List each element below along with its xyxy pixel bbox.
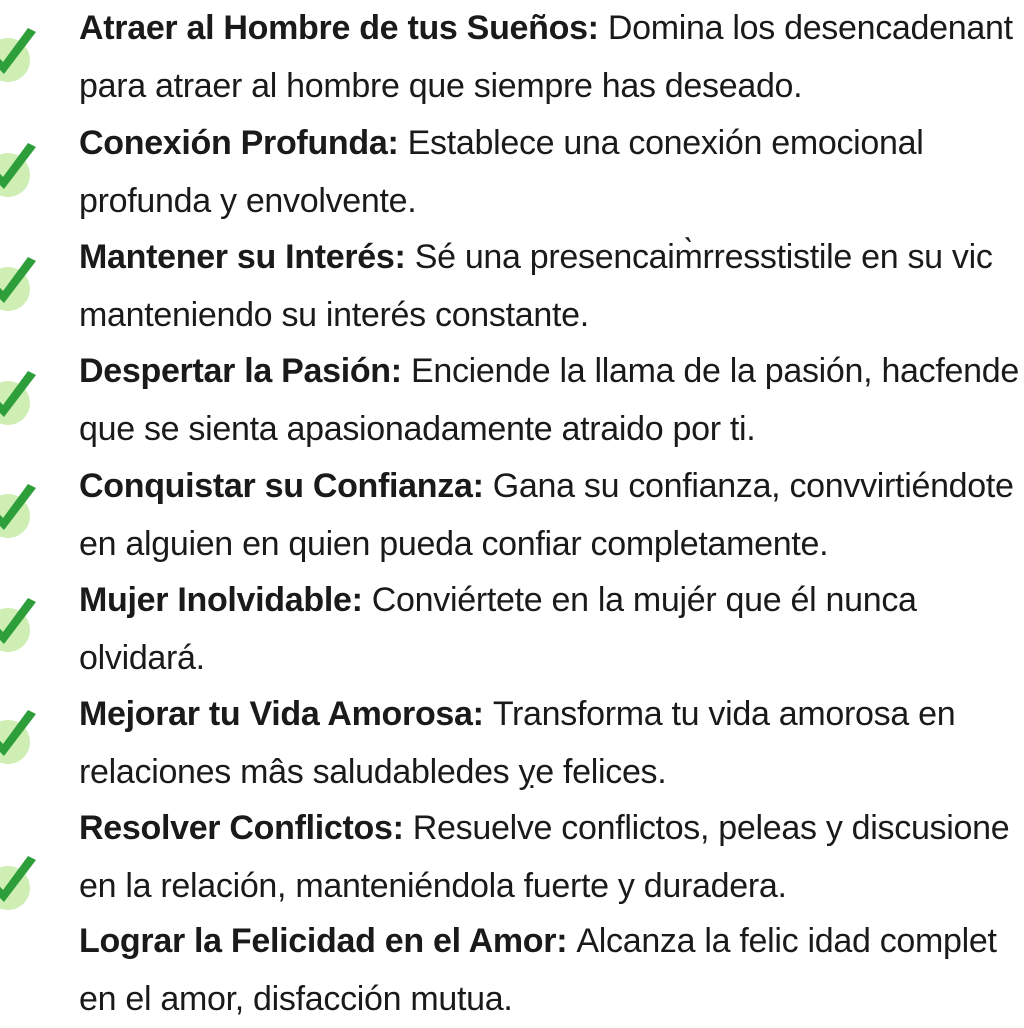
benefit-line-2: que se sienta apasionadamente atraido por ti. — [79, 401, 1024, 459]
benefit-text — [79, 800, 1024, 915]
benefit-line-1 — [79, 229, 1024, 287]
benefit-item-conquistar — [0, 458, 1024, 573]
check-icon — [0, 850, 40, 914]
benefit-item-mujer — [0, 572, 1024, 687]
benefit-line-1 — [79, 572, 1024, 630]
benefit-item-conexion — [0, 115, 1024, 230]
benefit-line-1 — [79, 343, 1024, 401]
benefit-description: Sé una presencaim̀rresstistile en su vic — [415, 238, 993, 276]
check-icon — [0, 22, 40, 86]
benefit-title: Atraer al Hombre de tus Sueños: — [79, 9, 608, 47]
benefit-title: Mujer Inolvidable: — [79, 581, 372, 619]
check-icon — [0, 478, 40, 542]
benefit-item-despertar — [0, 343, 1024, 458]
check-icon — [0, 704, 40, 768]
check-icon — [0, 251, 40, 315]
benefit-item-resolver — [0, 800, 1024, 915]
check-icon — [0, 592, 40, 656]
benefit-line-1 — [79, 115, 1024, 173]
benefit-description: Alcanza la felic idad complet — [576, 922, 996, 960]
benefit-item-atraer — [0, 0, 1024, 115]
benefit-line-2: manteniendo su interés constante. — [79, 287, 1024, 345]
benefit-line-2: olvidará. — [79, 630, 1024, 688]
benefit-title: Mantener su Interés: — [79, 238, 415, 276]
benefit-text — [79, 913, 1024, 1028]
benefit-description: Establece una conexión emocional — [408, 124, 924, 162]
benefit-item-mantener — [0, 229, 1024, 344]
benefit-line-1 — [79, 913, 1024, 971]
benefit-description: Conviértete en la mujér que él nunca — [372, 581, 917, 619]
benefit-description: Transforma tu vida amorosa en — [493, 695, 955, 733]
benefit-line-1 — [79, 686, 1024, 744]
benefit-title: Resolver Conflictos: — [79, 809, 413, 847]
benefit-title: Conquistar su Confianza: — [79, 467, 493, 505]
benefit-item-lograr — [0, 913, 1024, 1028]
check-icon — [0, 365, 40, 429]
benefit-line-2: relaciones mâs saludabledes ỵe felices. — [79, 744, 1024, 802]
benefit-text — [79, 686, 1024, 801]
benefit-text — [79, 115, 1024, 230]
benefit-title: Lograr la Felicidad en el Amor: — [79, 922, 576, 960]
benefit-line-2: en la relación, manteniéndola fuerte y duradera. — [79, 858, 1024, 916]
benefit-description: Enciende la llama de la pasión, hacfende — [411, 352, 1019, 390]
benefit-description: Resuelve conflictos, peleas y discusione — [413, 809, 1010, 847]
benefit-item-mejorar — [0, 686, 1024, 801]
benefit-text — [79, 458, 1024, 573]
benefit-description: Domina los desencadenant — [608, 9, 1013, 47]
benefit-text — [79, 572, 1024, 687]
benefit-line-1 — [79, 800, 1024, 858]
benefit-line-2: para atraer al hombre que siempre has deseado. — [79, 58, 1024, 116]
benefit-line-1 — [79, 458, 1024, 516]
benefit-description: Gana su confianza, convvirtiéndote — [493, 467, 1014, 505]
check-icon — [0, 137, 40, 201]
benefit-title: Conexión Profunda: — [79, 124, 408, 162]
benefit-line-1 — [79, 0, 1024, 58]
benefit-title: Mejorar tu Vida Amorosa: — [79, 695, 493, 733]
benefit-line-2: profunda y envolvente. — [79, 173, 1024, 231]
benefit-text — [79, 343, 1024, 458]
benefit-text — [79, 229, 1024, 344]
benefit-text — [79, 0, 1024, 115]
benefit-line-2: en el amor, disfacción mutua. — [79, 971, 1024, 1028]
benefit-title: Despertar la Pasión: — [79, 352, 411, 390]
benefit-line-2: en alguien en quien pueda confiar completamente. — [79, 516, 1024, 574]
